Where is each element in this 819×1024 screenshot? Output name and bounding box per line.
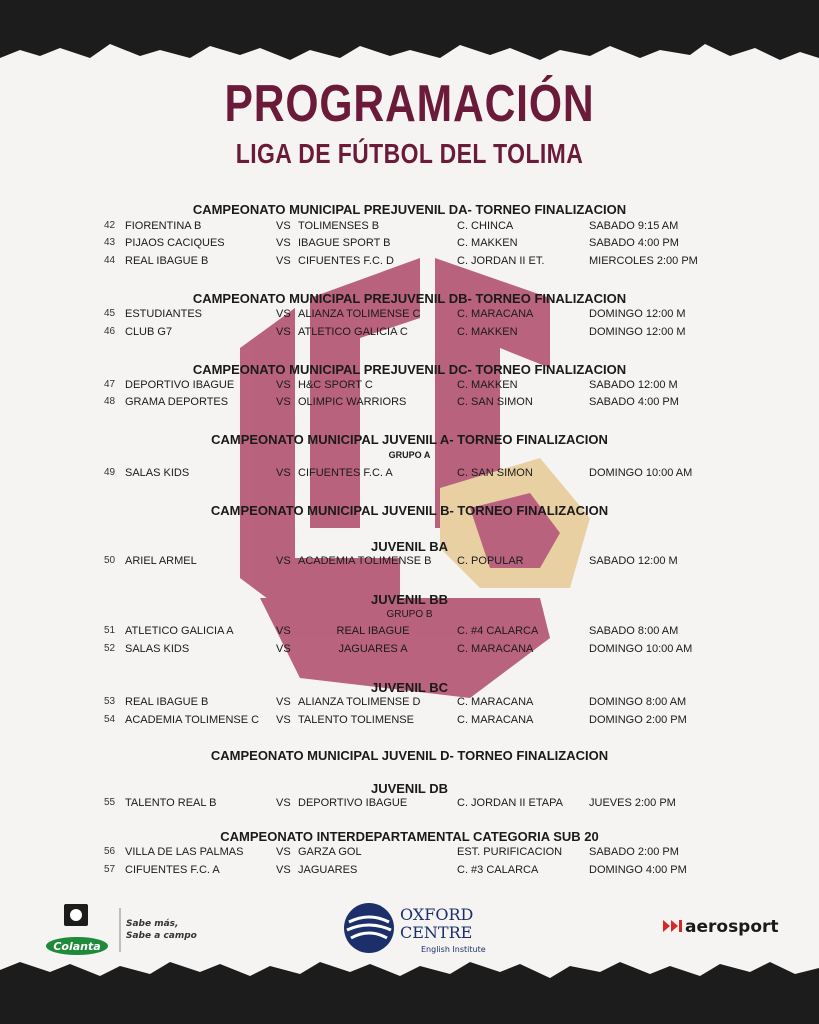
subsection-heading: JUVENIL BA [370,539,449,554]
away-team: OLIMPIC WARRIORS [298,396,407,408]
home-team: ARIEL ARMEL [125,555,197,567]
venue: EST. PURIFICACION [457,846,563,858]
match-number: 57 [104,864,116,875]
venue: C. SAN SIMON [457,467,533,479]
match-row [0,714,819,730]
match-time: DOMINGO 12:00 M [589,326,686,338]
section-heading: CAMPEONATO MUNICIPAL JUVENIL A- TORNEO FINALIZACION [211,432,608,447]
vs-label: VS [276,555,291,567]
match-number: 48 [104,396,116,407]
home-team: GRAMA DEPORTES [125,396,229,408]
away-team: TOLIMENSES B [298,220,380,232]
vs-label: VS [276,237,291,249]
match-number: 46 [104,326,116,337]
match-number: 52 [104,643,116,654]
home-team: CIFUENTES F.C. A [125,864,220,876]
away-team: DEPORTIVO IBAGUE [298,797,408,809]
match-row [0,220,819,236]
match-time: DOMINGO 8:00 AM [589,696,687,708]
home-team: DEPORTIVO IBAGUE [125,379,235,391]
group-label: GRUPO A [388,450,431,460]
match-number: 42 [104,220,116,231]
match-time: MIERCOLES 2:00 PM [589,255,698,267]
match-time: JUEVES 2:00 PM [589,797,676,809]
venue: C. MARACANA [457,643,534,655]
match-time: DOMINGO 10:00 AM [589,467,693,479]
section-heading: CAMPEONATO MUNICIPAL PREJUVENIL DA- TORNEO FINALIZACION [192,202,627,217]
match-number: 45 [104,308,116,319]
venue: C. POPULAR [457,555,524,567]
vs-label: VS [276,308,291,320]
match-time: DOMINGO 12:00 M [589,308,686,320]
match-row [0,643,819,659]
venue: C. JORDAN II ET. [457,255,545,267]
page-title: PROGRAMACIÓN [224,75,595,133]
torn-paper-bottom [0,954,819,1024]
match-row [0,255,819,271]
match-row [0,696,819,712]
section-heading: CAMPEONATO MUNICIPAL JUVENIL D- TORNEO FINALIZACION [210,748,609,763]
colanta-tagline-1: Sabe más, [126,919,179,929]
match-number: 55 [104,797,116,808]
aerosport-logo [661,912,785,940]
match-number: 53 [104,696,116,707]
vs-label: VS [276,696,291,708]
home-team: SALAS KIDS [125,467,190,479]
match-row [0,379,819,395]
vs-label: VS [276,255,291,267]
aerosport-name: aerosport [685,917,779,937]
away-team: ATLETICO GALICIA C [298,326,408,338]
match-row [0,864,819,880]
vs-label: VS [276,326,291,338]
match-number: 47 [104,379,116,390]
home-team: ESTUDIANTES [125,308,203,320]
away-team: IBAGUE SPORT B [298,237,391,249]
vs-label: VS [276,467,291,479]
away-team: JAGUARES [298,864,358,876]
away-team: ALIANZA TOLIMENSE D [298,696,421,708]
venue: C. SAN SIMON [457,396,533,408]
home-team: CLUB G7 [125,326,173,338]
match-row [0,308,819,324]
venue: C. MAKKEN [457,237,518,249]
match-time: SABADO 4:00 PM [589,237,679,249]
match-number: 49 [104,467,116,478]
away-team: ALIANZA TOLIMENSE C [298,308,421,320]
subsection-heading: JUVENIL BC [370,680,449,695]
colanta-logo [46,902,197,956]
match-time: SABADO 12:00 M [589,555,678,567]
colanta-tagline-2: Sabe a campo [126,931,197,941]
oxford-line-1: OXFORD [400,905,474,924]
header [0,75,819,169]
match-number: 51 [104,625,116,636]
match-time: DOMINGO 4:00 PM [589,864,687,876]
home-team: ACADEMIA TOLIMENSE C [125,714,260,726]
vs-label: VS [276,396,291,408]
torn-paper-top [0,0,819,70]
match-time: DOMINGO 10:00 AM [589,643,693,655]
match-number: 54 [104,714,116,725]
section-heading: CAMPEONATO MUNICIPAL PREJUVENIL DB- TORNEO FINALIZACION [192,291,627,306]
home-team: REAL IBAGUE B [125,696,209,708]
sponsors-bar [0,890,819,960]
home-team: REAL IBAGUE B [125,255,209,267]
match-time: SABADO 12:00 M [589,379,678,391]
match-row [0,555,819,571]
venue: C. MARACANA [457,308,534,320]
section-heading: CAMPEONATO MUNICIPAL PREJUVENIL DC- TORNEO FINALIZACION [192,362,627,377]
home-team: SALAS KIDS [125,643,190,655]
away-team: REAL IBAGUE [336,625,410,637]
section-heading: CAMPEONATO MUNICIPAL JUVENIL B- TORNEO FINALIZACION [210,503,609,518]
vs-label: VS [276,714,291,726]
vs-label: VS [276,643,291,655]
match-row [0,326,819,342]
away-team: CIFUENTES F.C. D [298,255,394,267]
colanta-name: Colanta [53,940,101,953]
match-number: 50 [104,555,116,566]
match-row [0,467,819,483]
venue: C. #3 CALARCA [457,864,539,876]
oxford-line-2: CENTRE [400,923,473,942]
vs-label: VS [276,379,291,391]
home-team: FIORENTINA B [125,220,202,232]
vs-label: VS [276,846,291,858]
match-time: SABADO 4:00 PM [589,396,679,408]
oxford-centre-logo [343,900,493,956]
subsection-heading: JUVENIL BB [370,592,449,607]
venue: C. CHINCA [457,220,514,232]
vs-label: VS [276,797,291,809]
match-time: SABADO 8:00 AM [589,625,679,637]
group-label: GRUPO B [386,609,433,620]
venue: C. MARACANA [457,714,534,726]
section-heading: CAMPEONATO INTERDEPARTAMENTAL CATEGORIA SUB 20 [220,829,599,844]
match-row [0,846,819,862]
match-time: DOMINGO 2:00 PM [589,714,687,726]
vs-label: VS [276,625,291,637]
away-team: H&C SPORT C [298,379,373,391]
match-number: 56 [104,846,116,857]
away-team: GARZA GOL [298,846,362,858]
page-subtitle: LIGA DE FÚTBOL DEL TOLIMA [235,138,584,169]
match-number: 43 [104,237,116,248]
match-time: SABADO 2:00 PM [589,846,679,858]
match-row [0,237,819,253]
venue: C. #4 CALARCA [457,625,539,637]
vs-label: VS [276,220,291,232]
vs-label: VS [276,864,291,876]
away-team: CIFUENTES F.C. A [298,467,393,479]
oxford-line-3: English Institute [421,945,486,954]
away-team: JAGUARES A [338,643,408,655]
match-time: SABADO 9:15 AM [589,220,679,232]
match-row [0,396,819,412]
venue: C. MAKKEN [457,379,518,391]
home-team: ATLETICO GALICIA A [125,625,234,637]
home-team: VILLA DE LAS PALMAS [125,846,244,858]
away-team: TALENTO TOLIMENSE [298,714,414,726]
venue: C. MAKKEN [457,326,518,338]
venue: C. MARACANA [457,696,534,708]
home-team: PIJAOS CACIQUES [125,237,225,249]
match-row [0,625,819,641]
venue: C. JORDAN II ETAPA [457,797,563,809]
home-team: TALENTO REAL B [125,797,217,809]
away-team: ACADEMIA TOLIMENSE B [298,555,432,567]
match-number: 44 [104,255,116,266]
match-row [0,797,819,813]
subsection-heading: JUVENIL DB [370,781,449,796]
